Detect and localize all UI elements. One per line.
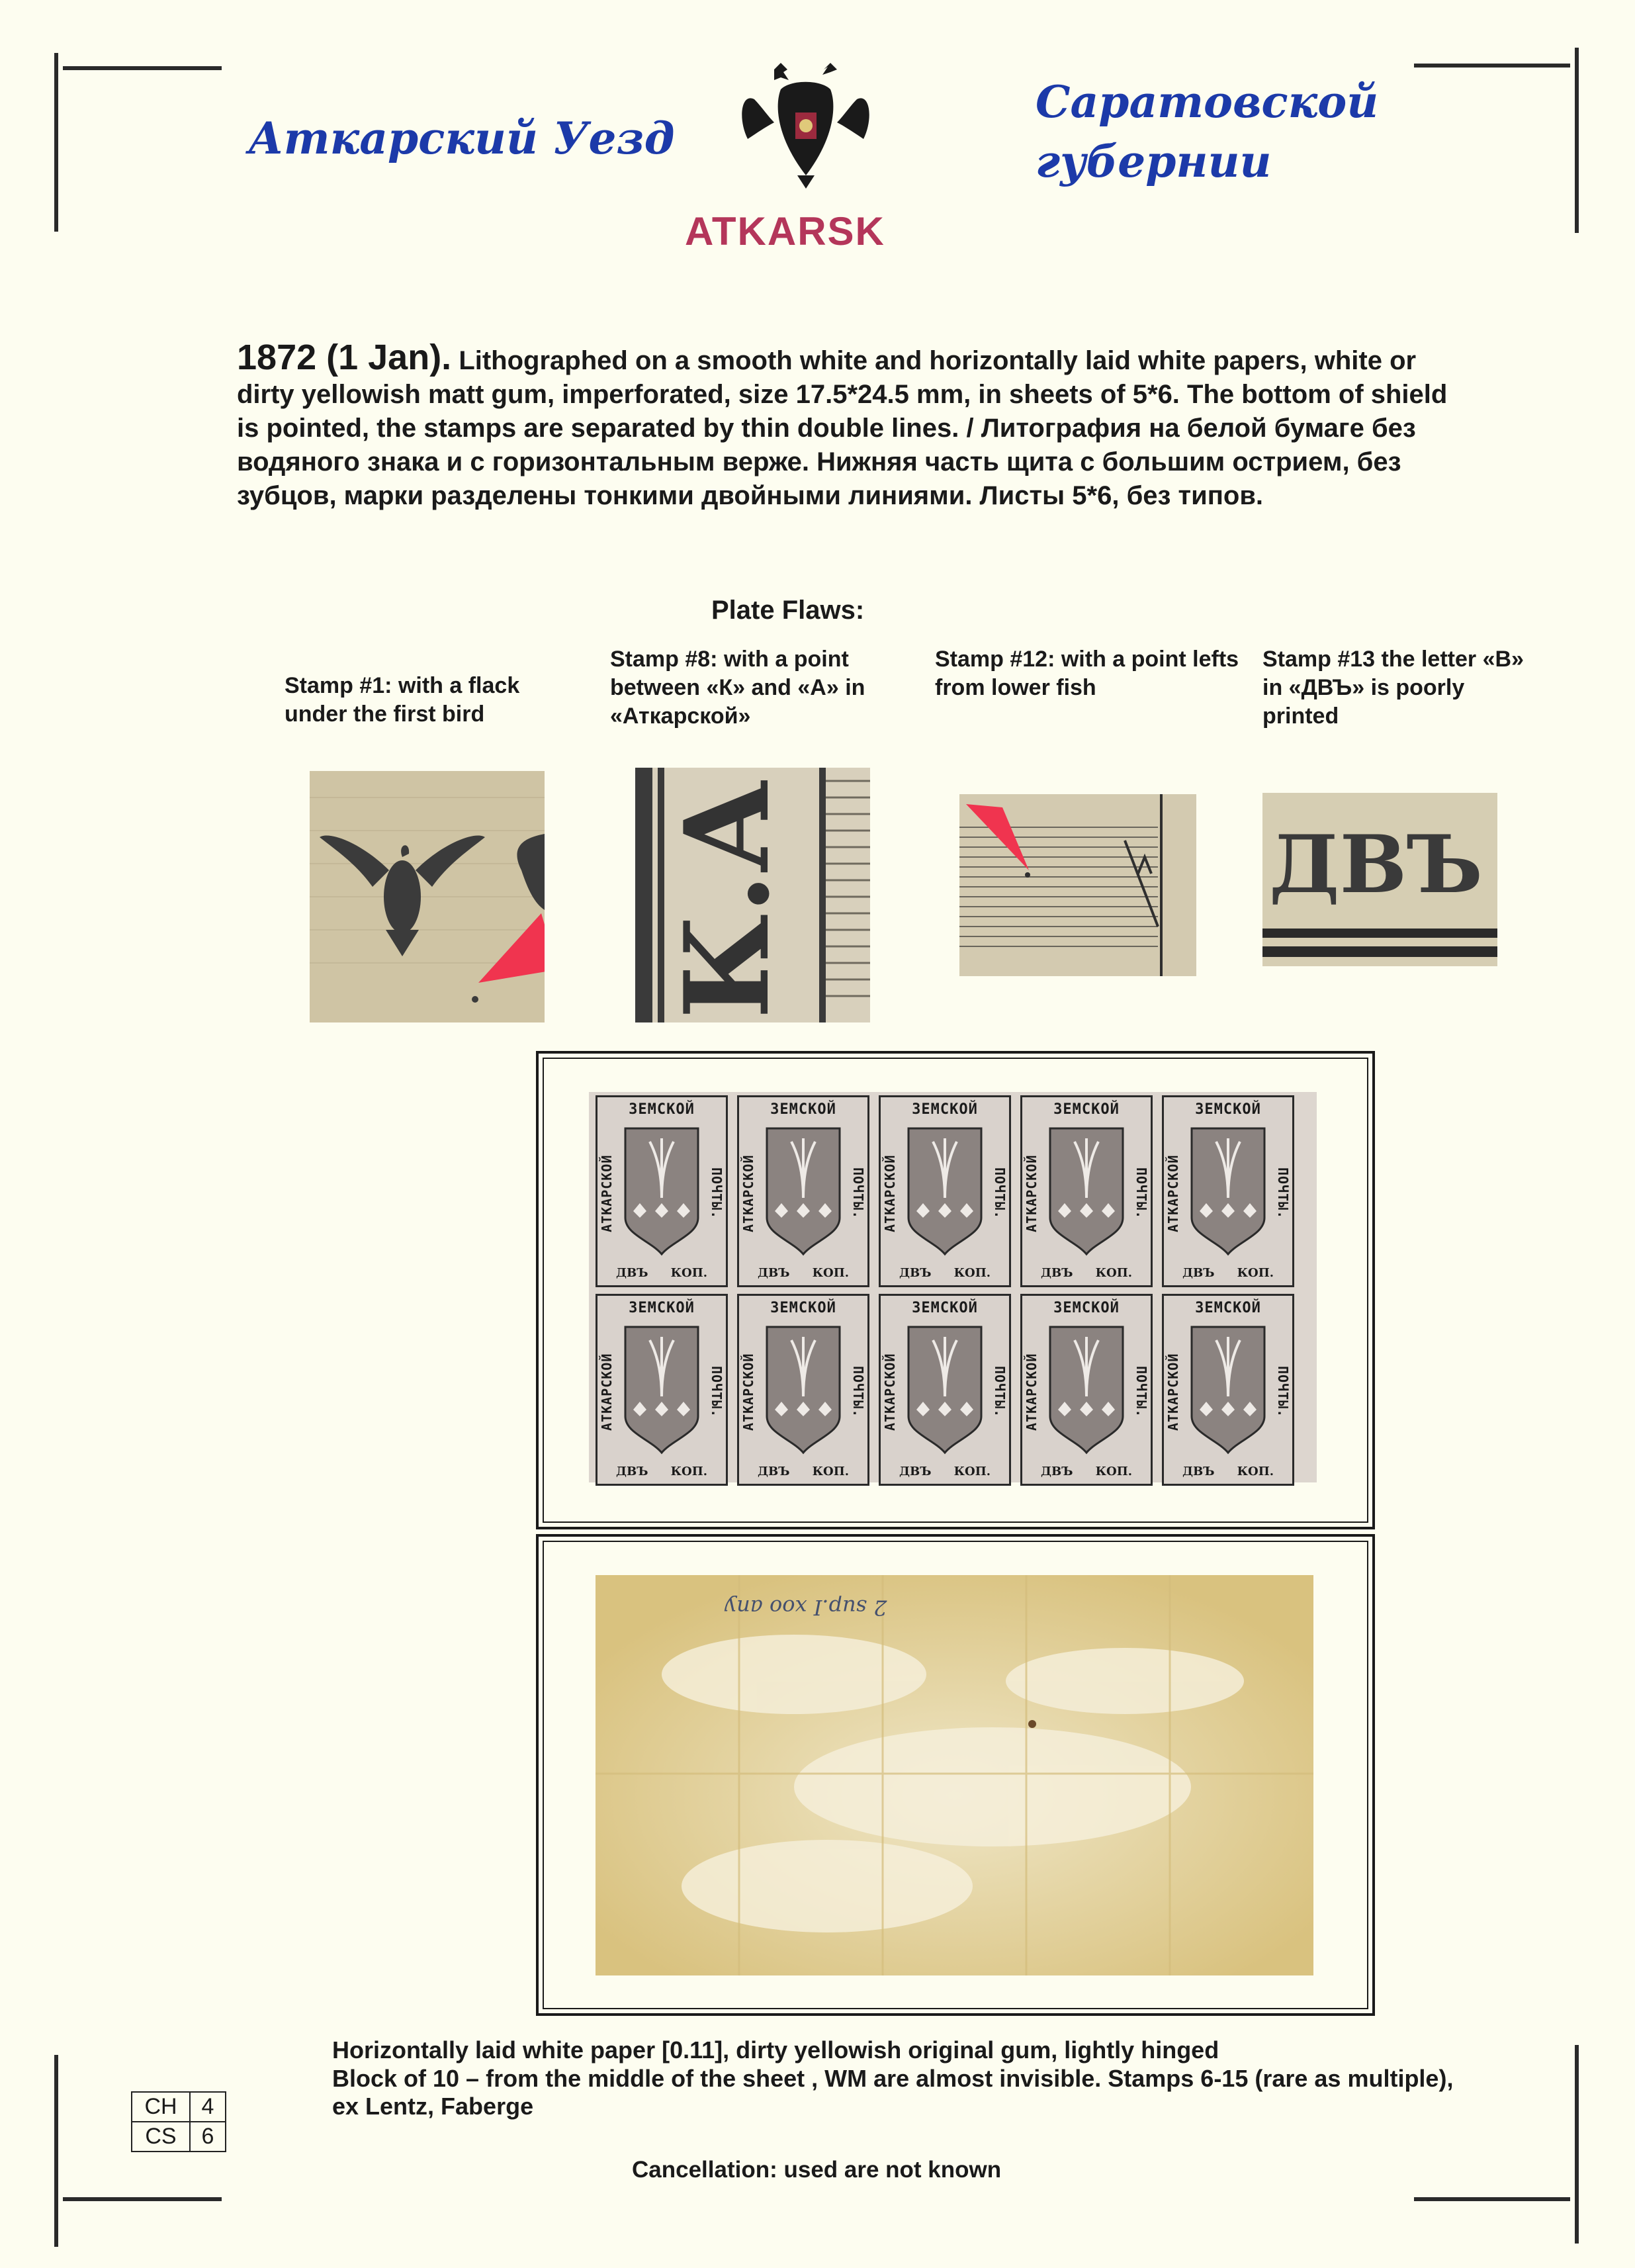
- stamp: [596, 1294, 728, 1486]
- plate-flaws-heading: Plate Flaws:: [711, 596, 865, 625]
- stamp-top-text: ЗЕМСКОЙ: [770, 1300, 836, 1316]
- corner-bottom-right-horizontal: [1414, 2197, 1570, 2201]
- stamp-top-text: ЗЕМСКОЙ: [629, 1101, 695, 1118]
- stamp: [1162, 1294, 1294, 1486]
- stamp-top-text: ЗЕМСКОЙ: [1195, 1101, 1261, 1118]
- stamp-right-text: ПОЧТЫ.: [1275, 1167, 1291, 1220]
- stamp-currency-text: КОП.: [1095, 1465, 1132, 1478]
- stamp-currency-text: КОП.: [1095, 1266, 1132, 1280]
- guberniya-script-line2: губернии: [1036, 136, 1272, 187]
- stamp-right-text: ПОЧТЫ.: [992, 1365, 1008, 1418]
- stamp-value-text: ДВЪ: [758, 1465, 790, 1478]
- coat-of-arms-icon: [620, 1324, 703, 1456]
- stamp-top-text: ЗЕМСКОЙ: [1053, 1300, 1120, 1316]
- stamp-top-text: ЗЕМСКОЙ: [912, 1101, 978, 1118]
- stamp-right-text: ПОЧТЫ.: [850, 1365, 866, 1418]
- corner-top-left-vertical: [54, 53, 58, 232]
- flaw-detail-2-text: К.А: [660, 779, 795, 1019]
- coat-of-arms-icon: [762, 1125, 845, 1257]
- flaw-detail-image-4: [1262, 793, 1497, 966]
- flaw-caption-2: Stamp #8: with a point between «К» and «А» in «Аткарской»: [610, 647, 865, 729]
- flaw-caption-3: Stamp #12: with a point lefts from lower fish: [935, 647, 1239, 700]
- description-line-1: Horizontally laid white paper [0.11], dirty yellowish original gum, lightly hinged: [332, 2036, 1219, 2064]
- rating-label: CH: [132, 2092, 190, 2122]
- stamp-top-text: ЗЕМСКОЙ: [912, 1300, 978, 1316]
- coat-of-arms-icon: [1186, 1125, 1270, 1257]
- corner-top-left-horizontal: [63, 66, 222, 70]
- stamp-value-text: ДВЪ: [616, 1266, 648, 1280]
- stamp-currency-text: КОП.: [1237, 1266, 1274, 1280]
- stamp-left-text: АТКАРСКОЙ: [1165, 1154, 1181, 1232]
- rating-label: CS: [132, 2122, 190, 2152]
- stamp-top-text: ЗЕМСКОЙ: [1195, 1300, 1261, 1316]
- stamp-value-text: ДВЪ: [899, 1266, 932, 1280]
- rating-value: 4: [190, 2092, 226, 2122]
- coat-of-arms-icon: [903, 1324, 987, 1456]
- stamp-currency-text: КОП.: [812, 1266, 849, 1280]
- stamp-value-text: ДВЪ: [899, 1465, 932, 1478]
- coat-of-arms-icon: [1045, 1125, 1128, 1257]
- stamp-left-text: АТКАРСКОЙ: [740, 1154, 756, 1232]
- stamp-currency-text: КОП.: [670, 1266, 707, 1280]
- rating-table: [131, 2091, 226, 2152]
- corner-bottom-left-vertical: [54, 2055, 58, 2247]
- rating-value: 6: [190, 2122, 226, 2152]
- stamp-top-text: ЗЕМСКОЙ: [629, 1300, 695, 1316]
- stamp: [1020, 1095, 1153, 1287]
- stamp-value-text: ДВЪ: [616, 1465, 648, 1478]
- stamp-right-text: ПОЧТЫ.: [709, 1365, 725, 1418]
- stamp-value-text: ДВЪ: [758, 1266, 790, 1280]
- corner-bottom-left-horizontal: [63, 2197, 222, 2201]
- imperial-eagle-emblem: [734, 60, 877, 192]
- corner-bottom-right-vertical: [1575, 2045, 1579, 2244]
- coat-of-arms-icon: [1186, 1324, 1270, 1456]
- uezd-script-title: Аткарский Уезд: [248, 113, 675, 164]
- stamp-currency-text: КОП.: [953, 1266, 991, 1280]
- flaw-detail-image-2: [635, 768, 870, 1022]
- stamp-block-front: [589, 1092, 1317, 1482]
- description-line-2: Block of 10 – from the middle of the sheet , WM are almost invisible. Stamps 6-15 (rare as multiple), ex Lentz, Faberge: [332, 2065, 1454, 2120]
- stamp-right-text: ПОЧТЫ.: [1133, 1167, 1149, 1220]
- stamp: [737, 1294, 869, 1486]
- stamp-currency-text: КОП.: [670, 1465, 707, 1478]
- stamp-right-text: ПОЧТЫ.: [1275, 1365, 1291, 1418]
- stamp-left-text: АТКАРСКОЙ: [1024, 1154, 1039, 1232]
- rating-row-cs: [132, 2122, 226, 2152]
- stamp-left-text: АТКАРСКОЙ: [740, 1353, 756, 1431]
- stamp: [879, 1095, 1011, 1287]
- intro-paragraph: [237, 338, 1448, 513]
- stamp-top-text: ЗЕМСКОЙ: [770, 1101, 836, 1118]
- coat-of-arms-icon: [903, 1125, 987, 1257]
- stamp-right-text: ПОЧТЫ.: [709, 1167, 725, 1220]
- stamp-currency-text: КОП.: [953, 1465, 991, 1478]
- flaw-caption-4: Stamp #13 the letter «В» in «ДВЪ» is poorly printed: [1262, 647, 1524, 729]
- flaw-detail-image-1: [310, 771, 545, 1022]
- corner-top-right-horizontal: [1414, 64, 1570, 68]
- stamp-value-text: ДВЪ: [1041, 1266, 1073, 1280]
- stamp-left-text: АТКАРСКОЙ: [599, 1154, 615, 1232]
- stamp-right-text: ПОЧТЫ.: [850, 1167, 866, 1220]
- stamp-left-text: АТКАРСКОЙ: [882, 1353, 898, 1431]
- intro-year: 1872 (1 Jan).: [237, 338, 452, 377]
- stamp-left-text: АТКАРСКОЙ: [1165, 1353, 1181, 1431]
- stamp-left-text: АТКАРСКОЙ: [599, 1353, 615, 1431]
- stamp: [879, 1294, 1011, 1486]
- stamp-left-text: АТКАРСКОЙ: [882, 1154, 898, 1232]
- stamp-right-text: ПОЧТЫ.: [992, 1167, 1008, 1220]
- flaw-caption-1: Stamp #1: with a flack under the first bird: [285, 673, 520, 727]
- stamp-currency-text: КОП.: [812, 1465, 849, 1478]
- flaw-detail-image-3: [959, 794, 1196, 976]
- intro-text: Lithographed on a smooth white and horizontally laid white papers, white or dirty yellowish matt gum, imperforated, size 17.5*24.5 mm, in sheets of 5*6. The bottom of shield is pointed, the stamps are separated by thin double lines. / Литография на белой бумаге без водяного знака и с горизонтальным верже. Нижняя часть щита с большим острием, без зубцов, марки разделены тонкими двойными линиями. Листы 5*6, без типов.: [237, 346, 1448, 510]
- stamp: [1162, 1095, 1294, 1287]
- stamp-block-back: [596, 1575, 1313, 1975]
- coat-of-arms-icon: [762, 1324, 845, 1456]
- stamp: [596, 1095, 728, 1287]
- guberniya-script-line1: Саратовской: [1036, 76, 1379, 128]
- stamp: [737, 1095, 869, 1287]
- coat-of-arms-icon: [620, 1125, 703, 1257]
- stamp: [1020, 1294, 1153, 1486]
- stamp-left-text: АТКАРСКОЙ: [1024, 1353, 1039, 1431]
- flaw-detail-4-text: ДВЪ: [1269, 818, 1483, 911]
- stamp-top-text: ЗЕМСКОЙ: [1053, 1101, 1120, 1118]
- page-title: ATKARSK: [685, 209, 885, 253]
- coat-of-arms-icon: [1045, 1324, 1128, 1456]
- stamp-right-text: ПОЧТЫ.: [1133, 1365, 1149, 1418]
- rating-row-ch: [132, 2092, 226, 2122]
- cancellation-note: Cancellation: used are not known: [632, 2157, 1002, 2183]
- stamp-value-text: ДВЪ: [1182, 1266, 1215, 1280]
- pencil-inscription: 2 sup.I xoo any: [725, 1595, 887, 1620]
- stamp-value-text: ДВЪ: [1041, 1465, 1073, 1478]
- stamp-value-text: ДВЪ: [1182, 1465, 1215, 1478]
- stamp-currency-text: КОП.: [1237, 1465, 1274, 1478]
- corner-top-right-vertical: [1575, 48, 1579, 233]
